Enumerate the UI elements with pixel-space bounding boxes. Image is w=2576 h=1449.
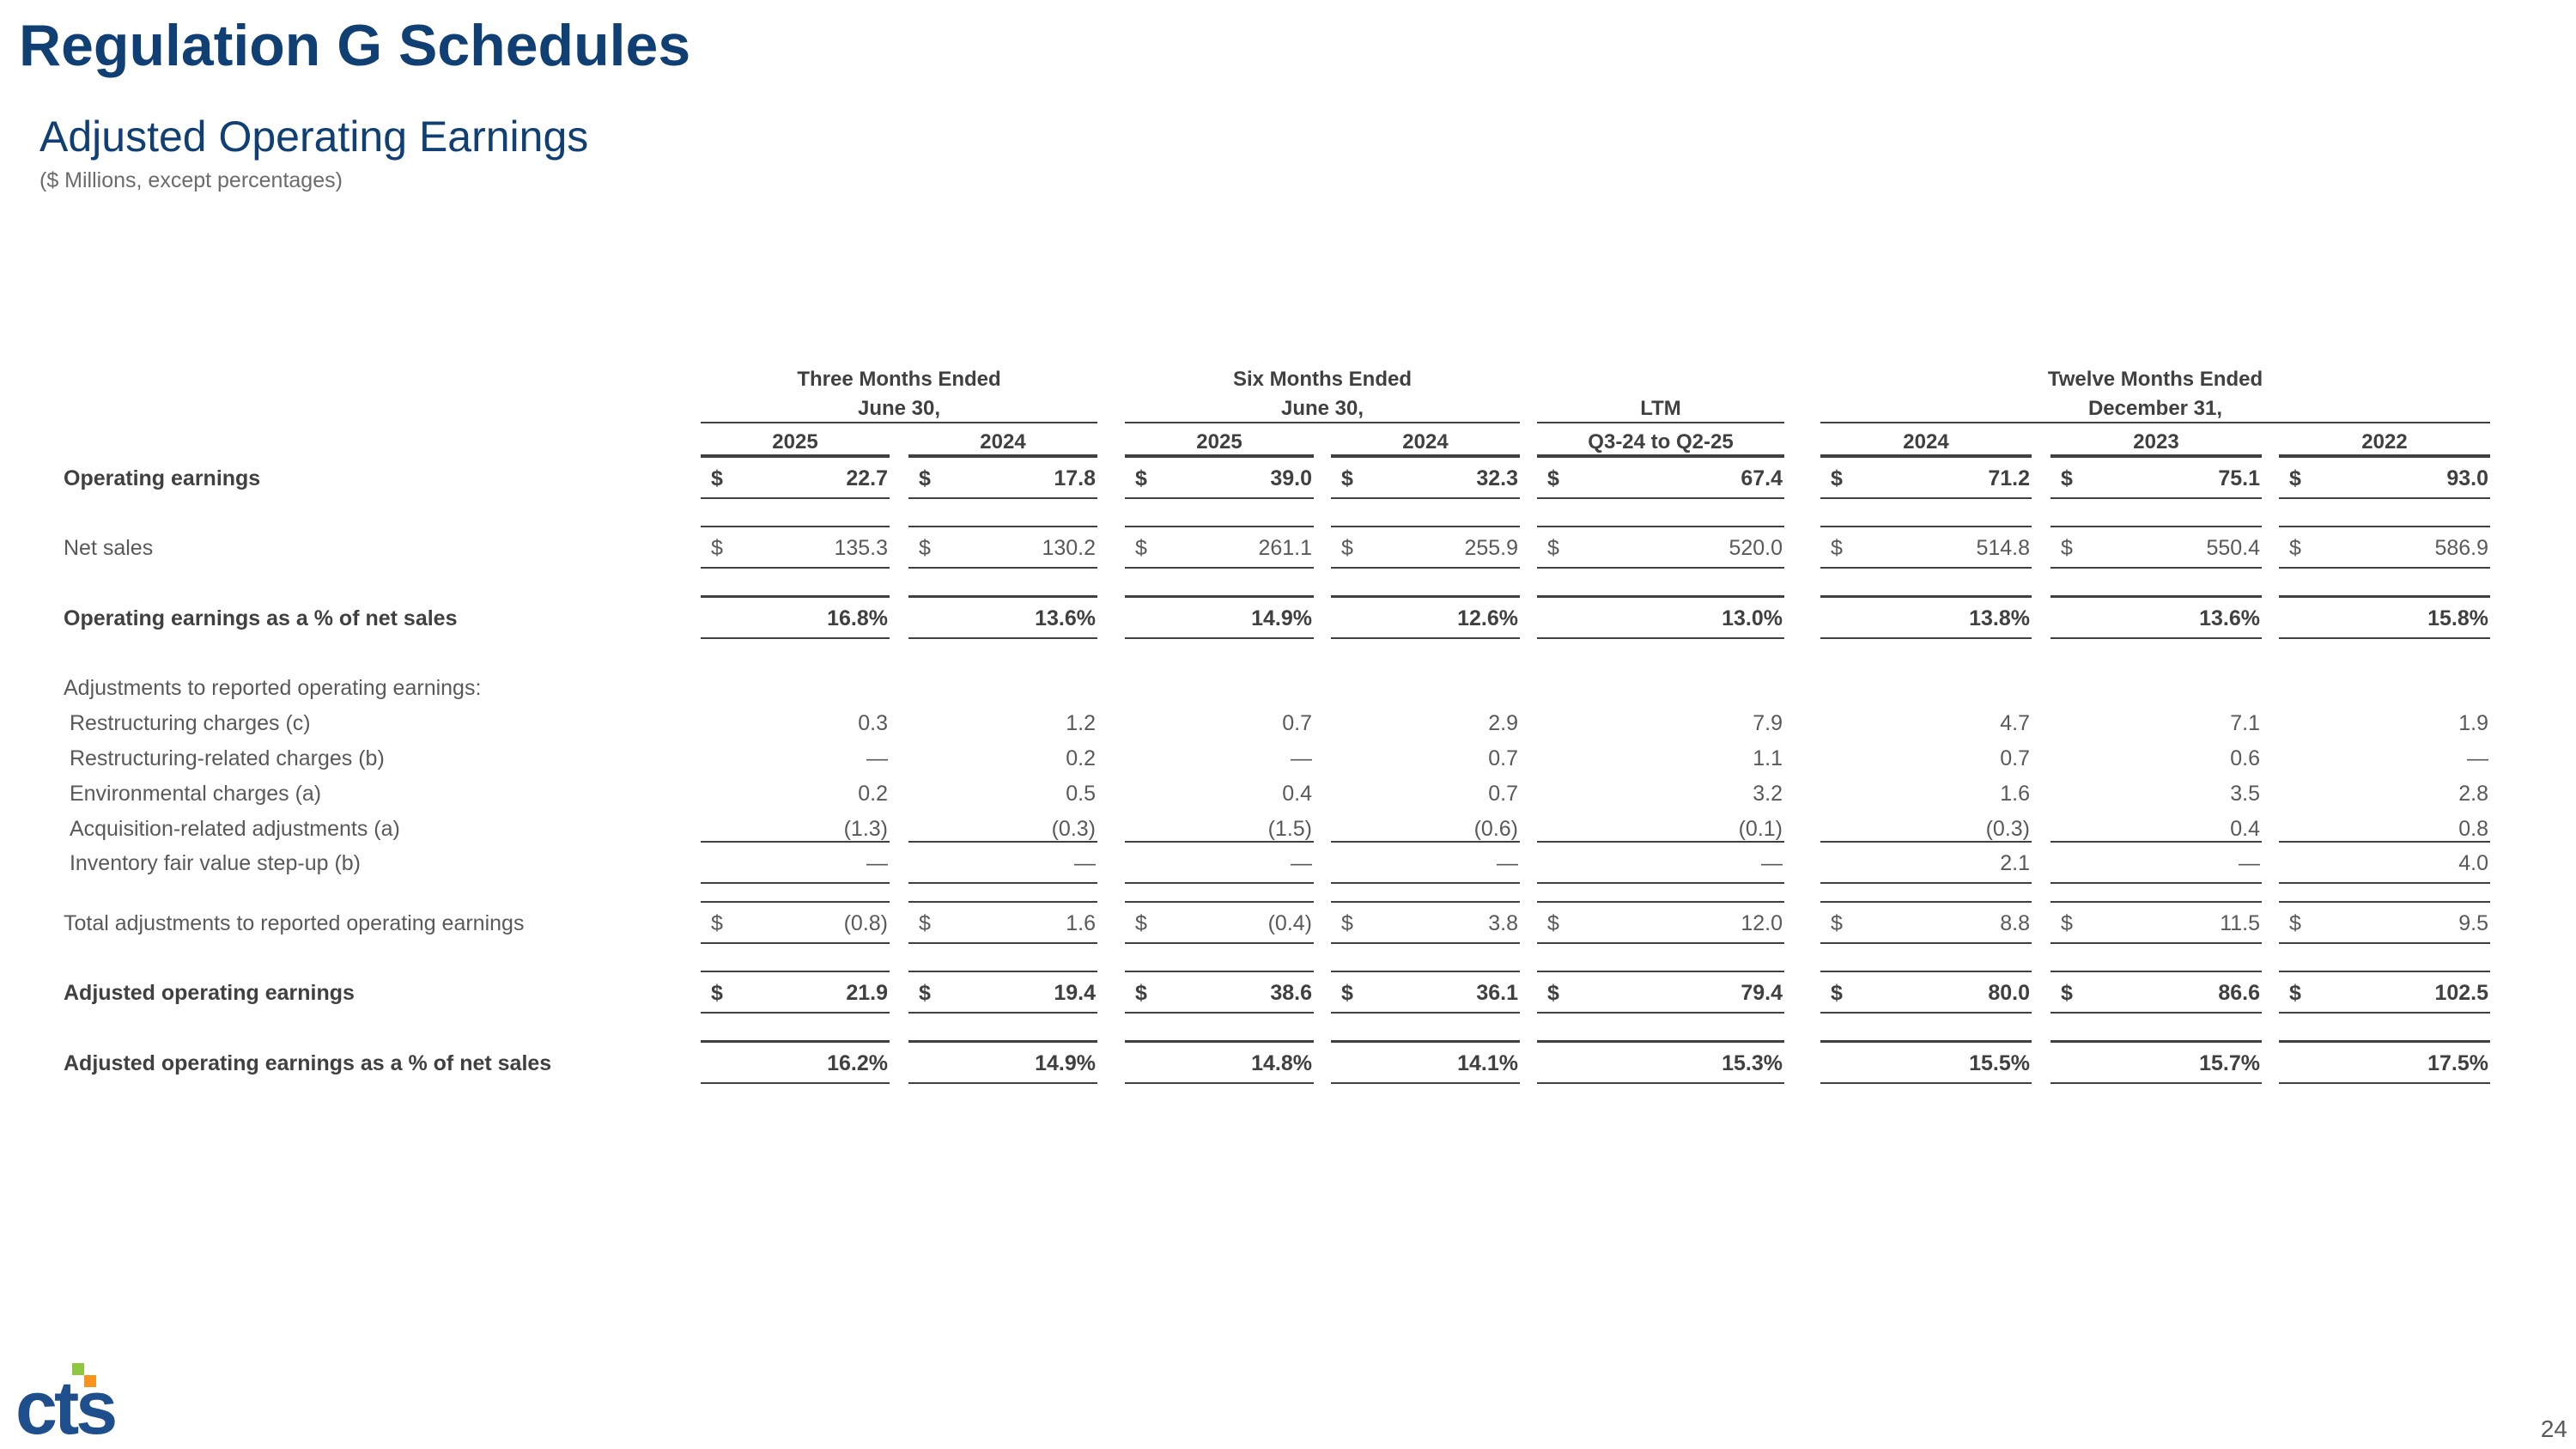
column-header: 2025 — [772, 430, 818, 454]
table-cell: 86.6 — [2218, 981, 2260, 1005]
table-cell: — — [866, 851, 888, 875]
row-label: Acquisition-related adjustments (a) — [64, 817, 400, 841]
table-cell: (1.3) — [843, 817, 888, 841]
dollar-sign: $ — [711, 981, 723, 1005]
row-label: Adjusted operating earnings — [64, 981, 355, 1005]
table-cell: 11.5 — [2220, 911, 2260, 935]
table-cell: 13.6% — [1035, 606, 1096, 630]
table-cell: 4.7 — [2000, 711, 2030, 735]
row-label: Adjustments to reported operating earnings: — [64, 676, 482, 700]
table-cell: — — [2467, 746, 2488, 770]
table-cell: 0.2 — [858, 782, 888, 806]
row-label: Environmental charges (a) — [64, 782, 322, 806]
table-cell: 8.8 — [2000, 911, 2030, 935]
dollar-sign: $ — [1341, 911, 1353, 935]
cts-logo — [15, 1361, 153, 1439]
group-header-line1: Six Months Ended — [1232, 368, 1413, 391]
group-header-line2: December 31, — [2087, 397, 2223, 420]
table-cell: 0.8 — [2458, 817, 2488, 841]
dollar-sign: $ — [711, 536, 723, 560]
table-cell: 7.1 — [2230, 711, 2260, 735]
table-cell: 0.7 — [1488, 782, 1518, 806]
table-cell: 0.4 — [2230, 817, 2260, 841]
column-header: Q3-24 to Q2-25 — [1588, 430, 1734, 454]
table-cell: 14.9% — [1035, 1051, 1096, 1075]
table-cell: 514.8 — [1976, 536, 2030, 560]
table-cell: 12.0 — [1741, 911, 1783, 935]
table-cell: 12.6% — [1457, 606, 1518, 630]
dollar-sign: $ — [2061, 536, 2073, 560]
dollar-sign: $ — [1547, 466, 1559, 490]
table-cell: 0.4 — [1282, 782, 1312, 806]
table-cell: 0.3 — [858, 711, 888, 735]
dollar-sign: $ — [1341, 466, 1353, 490]
table-cell: 135.3 — [834, 536, 888, 560]
table-cell: 2.9 — [1488, 711, 1518, 735]
table-cell: 1.6 — [2000, 782, 2030, 806]
table-cell: 520.0 — [1728, 536, 1783, 560]
table-cell: 0.5 — [1066, 782, 1096, 806]
dollar-sign: $ — [2289, 466, 2301, 490]
table-cell: 67.4 — [1741, 466, 1783, 490]
table-cell: — — [1291, 746, 1312, 770]
group-header-line1: Twelve Months Ended — [2047, 368, 2263, 391]
group-header-line2: LTM — [1640, 397, 1681, 420]
dollar-sign: $ — [2061, 911, 2073, 935]
table-cell: 550.4 — [2206, 536, 2260, 560]
table-cell: 4.0 — [2458, 851, 2488, 875]
page-title: Regulation G Schedules — [19, 13, 691, 78]
row-label: Total adjustments to reported operating earnings — [64, 911, 525, 935]
dollar-sign: $ — [2061, 466, 2073, 490]
table-cell: 9.5 — [2458, 911, 2488, 935]
dollar-sign: $ — [919, 466, 931, 490]
dollar-sign: $ — [711, 466, 723, 490]
section-subtitle: ($ Millions, except percentages) — [39, 168, 343, 192]
dollar-sign: $ — [2289, 536, 2301, 560]
dollar-sign: $ — [1547, 536, 1559, 560]
table-cell: 32.3 — [1476, 466, 1518, 490]
table-cell: (0.3) — [1051, 817, 1096, 841]
table-cell: 261.1 — [1258, 536, 1312, 560]
table-cell: 13.6% — [2199, 606, 2260, 630]
table-cell: 17.5% — [2427, 1051, 2488, 1075]
table-cell: 130.2 — [1042, 536, 1096, 560]
logo-text: cts — [15, 1365, 115, 1439]
column-header: 2025 — [1196, 430, 1242, 454]
table-cell: 22.7 — [846, 466, 888, 490]
table-cell: 15.8% — [2427, 606, 2488, 630]
table-cell: 13.8% — [1969, 606, 2030, 630]
table-cell: 15.3% — [1722, 1051, 1783, 1075]
page-number: 24 — [2540, 1416, 2567, 1442]
table-cell: 0.2 — [1066, 746, 1096, 770]
row-label: Inventory fair value step-up (b) — [64, 851, 361, 875]
group-header-line1: Three Months Ended — [797, 368, 1001, 391]
dollar-sign: $ — [1547, 911, 1559, 935]
table-cell: 93.0 — [2446, 466, 2488, 490]
dollar-sign: $ — [711, 911, 723, 935]
table-cell: 1.1 — [1753, 746, 1783, 770]
table-cell: 1.2 — [1066, 711, 1096, 735]
dollar-sign: $ — [2061, 981, 2073, 1005]
table-cell: 16.2% — [827, 1051, 888, 1075]
dollar-sign: $ — [2289, 981, 2301, 1005]
row-label: Operating earnings — [64, 466, 261, 490]
table-cell: 7.9 — [1753, 711, 1783, 735]
table-cell: 3.2 — [1753, 782, 1783, 806]
table-cell: 80.0 — [1988, 981, 2030, 1005]
table-cell: 38.6 — [1270, 981, 1312, 1005]
table-cell: (0.6) — [1473, 817, 1518, 841]
dollar-sign: $ — [919, 981, 931, 1005]
dollar-sign: $ — [1831, 466, 1843, 490]
table-cell: 3.5 — [2230, 782, 2260, 806]
table-cell: 75.1 — [2218, 466, 2260, 490]
dollar-sign: $ — [1341, 981, 1353, 1005]
dollar-sign: $ — [1831, 536, 1843, 560]
table-cell: 19.4 — [1054, 981, 1096, 1005]
dollar-sign: $ — [1135, 981, 1147, 1005]
table-cell: 0.7 — [1488, 746, 1518, 770]
dollar-sign: $ — [1341, 536, 1353, 560]
table-cell: 1.9 — [2458, 711, 2488, 735]
table-cell: 14.8% — [1251, 1051, 1312, 1075]
column-header: 2023 — [2133, 430, 2179, 454]
table-cell: — — [1761, 851, 1783, 875]
table-cell: (0.8) — [843, 911, 888, 935]
table-cell: (0.4) — [1267, 911, 1312, 935]
table-cell: 0.7 — [2000, 746, 2030, 770]
dollar-sign: $ — [919, 911, 931, 935]
table-cell: (1.5) — [1267, 817, 1312, 841]
table-cell: 1.6 — [1066, 911, 1096, 935]
table-cell: — — [1497, 851, 1518, 875]
table-cell: 255.9 — [1464, 536, 1518, 560]
table-cell: — — [1074, 851, 1096, 875]
table-cell: 15.5% — [1969, 1051, 2030, 1075]
table-cell: 0.6 — [2230, 746, 2260, 770]
table-cell: 2.1 — [2000, 851, 2030, 875]
row-label: Operating earnings as a % of net sales — [64, 606, 458, 630]
column-header: 2022 — [2361, 430, 2408, 454]
table-cell: 21.9 — [846, 981, 888, 1005]
dollar-sign: $ — [1547, 981, 1559, 1005]
table-cell: 3.8 — [1488, 911, 1518, 935]
table-cell: 2.8 — [2458, 782, 2488, 806]
table-cell: — — [1291, 851, 1312, 875]
table-cell: 14.1% — [1457, 1051, 1518, 1075]
group-header-line2: June 30, — [857, 397, 941, 420]
dollar-sign: $ — [1831, 981, 1843, 1005]
table-cell: 13.0% — [1722, 606, 1783, 630]
dollar-sign: $ — [1135, 911, 1147, 935]
table-cell: 71.2 — [1988, 466, 2030, 490]
table-cell: 0.7 — [1282, 711, 1312, 735]
group-header-line2: June 30, — [1280, 397, 1364, 420]
dollar-sign: $ — [1135, 466, 1147, 490]
table-cell: (0.1) — [1738, 817, 1783, 841]
row-label: Net sales — [64, 536, 154, 560]
table-cell: 39.0 — [1270, 466, 1312, 490]
column-header: 2024 — [1402, 430, 1449, 454]
table-cell: 102.5 — [2434, 981, 2488, 1005]
dollar-sign: $ — [1135, 536, 1147, 560]
dollar-sign: $ — [2289, 911, 2301, 935]
table-cell: 15.7% — [2199, 1051, 2260, 1075]
table-cell: — — [866, 746, 888, 770]
table-cell: 14.9% — [1251, 606, 1312, 630]
table-cell: — — [2239, 851, 2260, 875]
column-header: 2024 — [1903, 430, 1949, 454]
row-label: Adjusted operating earnings as a % of net sales — [64, 1051, 552, 1075]
section-title: Adjusted Operating Earnings — [39, 113, 589, 161]
table-cell: 16.8% — [827, 606, 888, 630]
row-label: Restructuring charges (c) — [64, 711, 311, 735]
table-cell: 79.4 — [1741, 981, 1783, 1005]
column-header: 2024 — [980, 430, 1026, 454]
row-label: Restructuring-related charges (b) — [64, 746, 385, 770]
dollar-sign: $ — [1831, 911, 1843, 935]
table-cell: 17.8 — [1054, 466, 1096, 490]
table-cell: 586.9 — [2434, 536, 2488, 560]
dollar-sign: $ — [919, 536, 931, 560]
table-cell: (0.3) — [1985, 817, 2030, 841]
table-cell: 36.1 — [1476, 981, 1518, 1005]
